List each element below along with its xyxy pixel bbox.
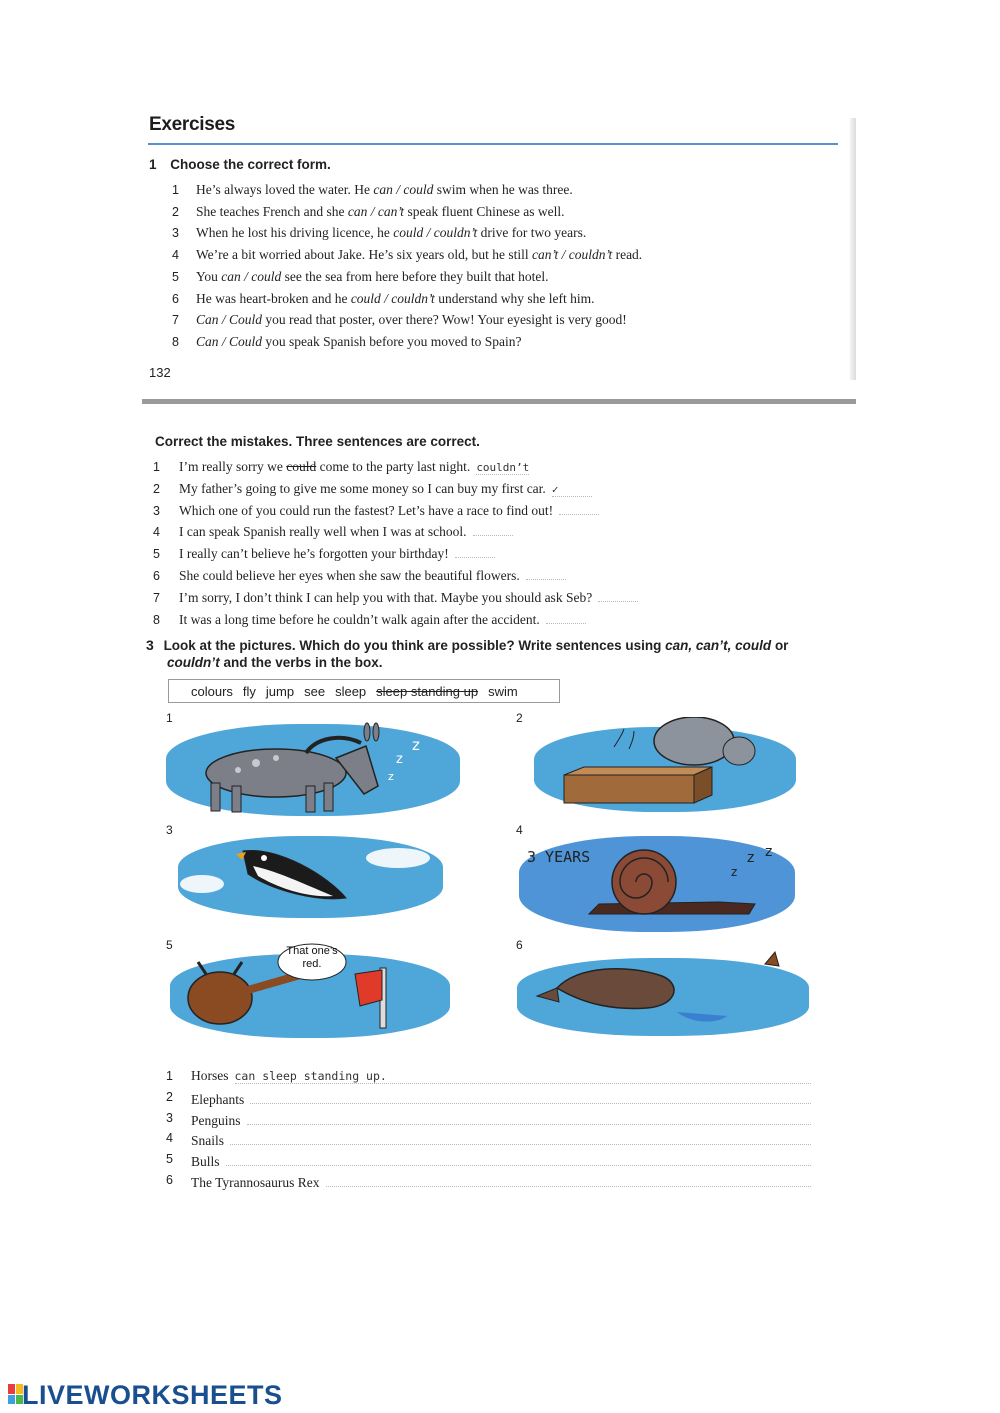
answer-row <box>191 1068 811 1084</box>
sentence-text: read. <box>612 247 643 263</box>
sentence-text: He was heart-broken and he <box>196 290 351 306</box>
picture-number: 2 <box>516 711 523 725</box>
item-number: 7 <box>153 590 160 605</box>
answer-line[interactable] <box>230 1130 811 1145</box>
answer-field[interactable] <box>546 623 586 624</box>
sentence-text: drive for two years. <box>477 225 587 241</box>
answer-row <box>191 1151 811 1170</box>
word-box-item: swim <box>488 683 518 699</box>
task2-sentence <box>179 481 592 497</box>
sentence-text: He’s always loved the water. He <box>196 182 374 197</box>
task1-sentence <box>196 334 521 350</box>
item-number: 1 <box>166 1069 173 1083</box>
task1-sentence <box>196 247 642 263</box>
item-number: 7 <box>172 313 179 328</box>
logo-icon <box>8 1384 22 1404</box>
item-number: 5 <box>166 1152 173 1167</box>
bull-speech-bubble: That one’s red. <box>286 945 338 970</box>
item-number: 6 <box>166 1173 173 1187</box>
item-number: 1 <box>153 460 160 474</box>
item-number: 4 <box>172 248 179 263</box>
answer-options[interactable]: Can / Could <box>196 312 263 328</box>
task2-sentence <box>179 590 638 606</box>
answer-prompt: Bulls <box>191 1154 220 1170</box>
answer-field[interactable] <box>455 557 495 558</box>
task1-title: Choose the correct form. <box>170 157 331 172</box>
task1-header <box>149 157 331 172</box>
item-number: 8 <box>153 612 160 627</box>
picture-snail-sleeping <box>519 836 795 932</box>
answer-field[interactable] <box>559 514 599 515</box>
item-number: 3 <box>153 503 160 518</box>
answer-options[interactable]: can / could <box>373 182 434 197</box>
item-number: 3 <box>172 226 179 241</box>
sentence-text: She teaches French and she <box>196 203 348 219</box>
answer-options[interactable]: can’t / couldn’t <box>531 247 613 263</box>
answer-row <box>191 1110 811 1129</box>
answer-options[interactable]: can / could <box>221 268 282 284</box>
item-number: 2 <box>153 481 160 496</box>
sentence-text: We’re a bit worried about Jake. He’s six years old, but he still <box>196 247 532 263</box>
picture-horse-sleeping <box>166 724 460 816</box>
struck-word: could <box>286 459 317 474</box>
svg-text:z: z <box>765 844 773 860</box>
picture-number: 5 <box>166 938 173 952</box>
answer-field[interactable]: ✓ <box>552 483 592 497</box>
answer-line[interactable]: can sleep standing up. <box>235 1069 812 1084</box>
item-number: 4 <box>166 1131 173 1146</box>
task1-number: 1 <box>149 157 157 172</box>
task1-sentence <box>196 182 573 198</box>
sentence-text: you read that poster, over there? Wow! Your eyesight is very good! <box>262 312 627 328</box>
answer-line[interactable] <box>247 1110 811 1125</box>
answer-line[interactable] <box>226 1151 811 1166</box>
answer-options[interactable]: can / can’t <box>347 203 405 219</box>
answer-prompt: The Tyrannosaurus Rex <box>191 1175 320 1190</box>
answer-line[interactable] <box>250 1089 811 1104</box>
answer-row <box>191 1130 811 1149</box>
answer-row <box>191 1089 811 1108</box>
sentence-text: When he lost his driving licence, he <box>196 225 394 241</box>
sentence-text: I’m sorry, I don’t think I can help you with that. Maybe you should ask Seb? <box>179 589 593 605</box>
item-number: 2 <box>172 204 179 219</box>
item-number: 5 <box>172 269 179 284</box>
task1-sentence <box>196 225 586 241</box>
picture-number: 1 <box>166 711 173 725</box>
sentence-text: Which one of you could run the fastest? Let’s have a race to find out! <box>179 502 554 518</box>
page-title: Exercises <box>149 114 236 135</box>
answer-prompt: Horses <box>191 1068 229 1083</box>
task3-title: 3 Look at the pictures. Which do you think are possible? Write sentences using can, can’t, could or couldn’t and the verbs in the box. <box>146 637 789 670</box>
picture-number: 6 <box>516 938 523 952</box>
item-number: 8 <box>172 334 179 349</box>
item-number: 1 <box>172 183 179 197</box>
sentence-text: I’m really sorry we <box>179 459 287 474</box>
picture-bull-pointing <box>170 945 450 1038</box>
sentence-text: understand why she left him. <box>434 290 595 306</box>
word-box-item: jump <box>265 683 295 699</box>
sentence-text: It was a long time before he couldn’t walk again after the accident. <box>179 611 540 627</box>
task2-sentence <box>179 612 586 628</box>
page-edge-shadow <box>850 118 856 380</box>
answer-row <box>191 1172 811 1191</box>
picture-penguin-flying <box>178 836 443 918</box>
item-number: 3 <box>166 1110 173 1125</box>
sentence-text: swim when he was three. <box>433 182 573 197</box>
picture-trex-swimming <box>517 958 809 1036</box>
sentence-text: speak fluent Chinese as well. <box>404 203 565 219</box>
task2-title: Correct the mistakes. Three sentences are correct. <box>155 434 480 449</box>
item-number: 2 <box>166 1089 173 1104</box>
sentence-text: She could believe her eyes when she saw the beautiful flowers. <box>179 568 520 583</box>
answer-prompt: Elephants <box>191 1091 245 1107</box>
word-box-item: sleep <box>335 683 367 699</box>
svg-text:z: z <box>747 850 755 866</box>
heading-rule <box>148 143 838 145</box>
item-number: 6 <box>172 291 179 306</box>
sentence-text: you speak Spanish before you moved to Spain? <box>262 333 522 349</box>
page-divider <box>142 399 856 404</box>
task2-sentence <box>179 524 513 540</box>
answer-prompt: Snails <box>191 1133 225 1149</box>
answer-line[interactable] <box>326 1172 811 1187</box>
task2-sentence <box>179 546 495 562</box>
word-box-item: sleep standing up <box>376 683 479 699</box>
word-box-item: fly <box>242 683 256 699</box>
task1-sentence <box>196 204 565 220</box>
answer-prompt: Penguins <box>191 1112 241 1128</box>
item-number: 4 <box>153 525 160 540</box>
footer-logo: LIVEWORKSHEETS <box>22 1380 283 1410</box>
answer-field[interactable] <box>598 601 638 602</box>
sentence-text: I really can’t believe he’s forgotten your birthday! <box>179 546 449 562</box>
svg-text:z: z <box>731 865 738 879</box>
item-number: 5 <box>153 547 160 562</box>
svg-text:z: z <box>388 770 394 783</box>
task2-sentence <box>179 503 599 519</box>
svg-text:z: z <box>396 752 403 767</box>
answer-field[interactable]: couldn’t <box>476 461 530 474</box>
task1-sentence <box>196 269 549 285</box>
item-number: 6 <box>153 569 160 583</box>
picture-number: 4 <box>516 823 523 837</box>
word-box <box>168 679 560 703</box>
answer-options[interactable]: could / couldn’t <box>393 225 478 241</box>
answer-options[interactable]: could / couldn’t <box>350 290 435 306</box>
task2-sentence <box>179 568 566 584</box>
word-box-item: see <box>304 683 326 699</box>
sentence-text: I can speak Spanish really well when I was at school. <box>179 524 467 540</box>
answer-field[interactable] <box>526 579 566 580</box>
svg-text:z: z <box>412 736 420 754</box>
sentence-text: You <box>196 268 222 284</box>
sentence-text: My father’s going to give me some money so I can buy my first car. <box>179 480 546 496</box>
sentence-text: see the sea from here before they built that hotel. <box>281 268 549 284</box>
task1-sentence <box>196 312 627 328</box>
answer-options[interactable]: Can / Could <box>196 333 263 349</box>
snail-caption: 3 YEARS <box>527 848 591 866</box>
page-number: 132 <box>149 365 171 380</box>
task2-sentence <box>179 459 529 475</box>
picture-elephant-jumping <box>534 727 796 812</box>
sentence-text: come to the party last night. <box>316 459 471 474</box>
answer-field[interactable] <box>473 535 513 536</box>
task3-number: 3 <box>146 637 154 653</box>
word-box-item: colours <box>191 683 233 699</box>
task1-sentence <box>196 291 595 307</box>
picture-number: 3 <box>166 823 173 837</box>
